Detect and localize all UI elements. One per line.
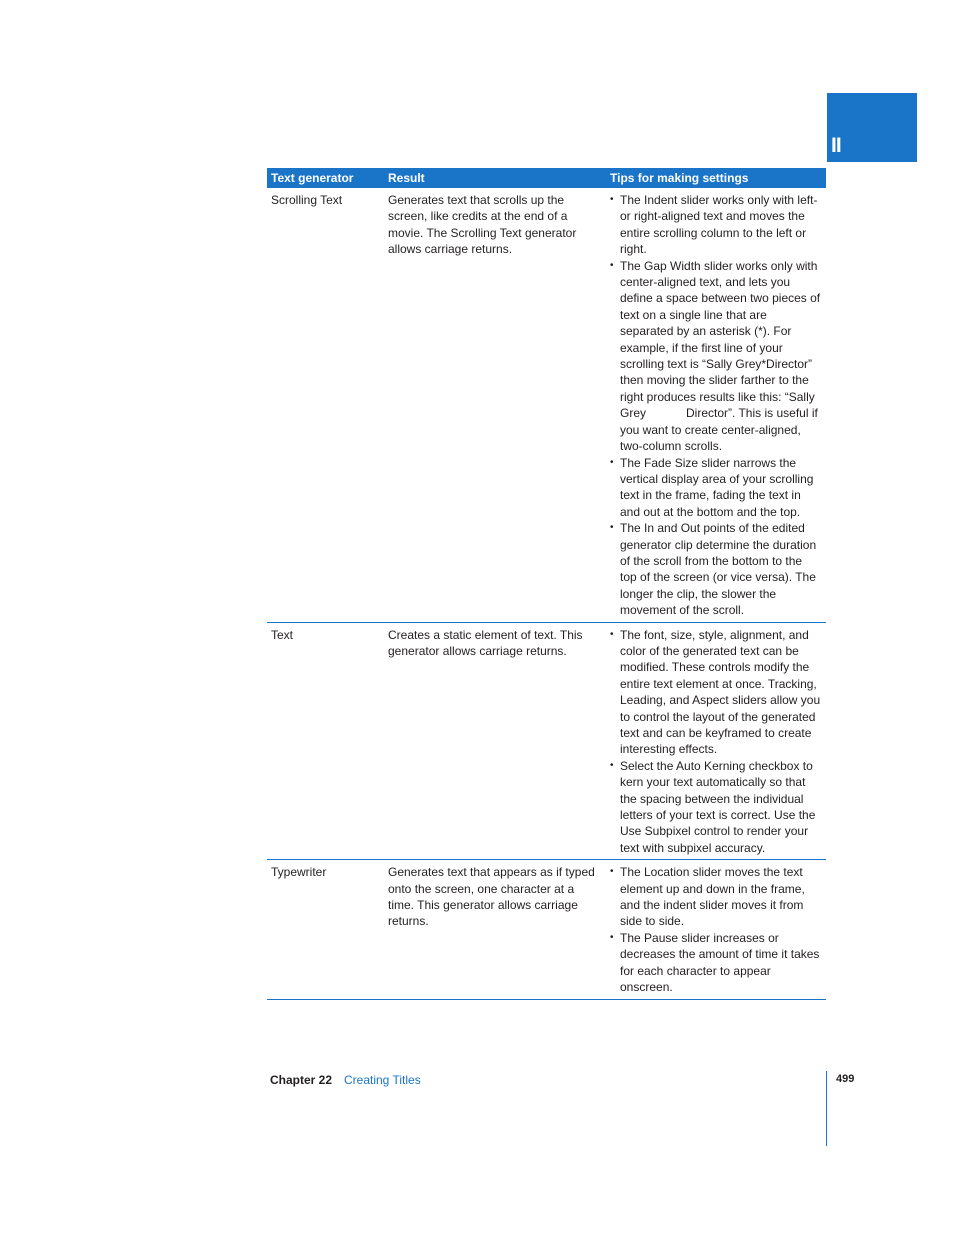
list-item: • The Pause slider increases or decreases the amount of time it takes for each character to appear onscreen. bbox=[620, 930, 822, 996]
list-item: • The Gap Width slider works only with center-aligned text, and lets you define a space between two pieces of text on a single line that are separated by an asterisk (*). For example, if the first line of your scrolling text is “Sally Grey*Director” then moving the slider farther to the right produces results like this: “Sally Grey Director”. This is useful if you want to create center-aligned, two-column scrolls. bbox=[620, 258, 822, 455]
generator-result: Generates text that appears as if typed onto the screen, one character at a time. This generator allows carriage returns. bbox=[384, 860, 606, 999]
page-number: 499 bbox=[836, 1073, 855, 1085]
generator-name: Scrolling Text bbox=[267, 188, 384, 622]
list-item: • Select the Auto Kerning checkbox to kern your text automatically so that the spacing between the individual letters of your text is correct. Use the Use Subpixel control to render your text with subpixel accuracy. bbox=[620, 758, 822, 856]
generator-tips bbox=[606, 860, 826, 999]
list-item: • The font, size, style, alignment, and color of the generated text can be modified. These controls modify the entire text element at once. Tracking, Leading, and Aspect sliders allow you to control the layout of the generated text and can be keyframed to create interesting effects. bbox=[620, 627, 822, 758]
table-row bbox=[267, 622, 826, 860]
generator-table bbox=[267, 168, 826, 1000]
part-tab-label: II bbox=[831, 134, 841, 157]
footer-chapter-title[interactable]: Creating Titles bbox=[344, 1073, 421, 1087]
footer-chapter-label: Chapter 22 bbox=[270, 1073, 333, 1087]
generator-tips bbox=[606, 622, 826, 860]
header-tips: Tips for making settings bbox=[606, 168, 826, 188]
list-item: • The Indent slider works only with left- or right-aligned text and moves the entire scrolling column to the left or right. bbox=[620, 192, 822, 258]
list-item: • The Location slider moves the text element up and down in the frame, and the indent slider moves it from side to side. bbox=[620, 864, 822, 930]
generator-name: Text bbox=[267, 622, 384, 860]
tips-list bbox=[610, 864, 822, 995]
table-row bbox=[267, 860, 826, 999]
list-item: • The Fade Size slider narrows the vertical display area of your scrolling text in the frame, fading the text in and out at the bottom and the top. bbox=[620, 455, 822, 521]
generator-tips bbox=[606, 188, 826, 622]
generator-name: Typewriter bbox=[267, 860, 384, 999]
header-result: Result bbox=[384, 168, 606, 188]
table-row bbox=[267, 188, 826, 622]
header-text-generator: Text generator bbox=[267, 168, 384, 188]
tips-list bbox=[610, 627, 822, 857]
generator-result: Generates text that scrolls up the screen, like credits at the end of a movie. The Scrolling Text generator allows carriage returns. bbox=[384, 188, 606, 622]
tips-list bbox=[610, 192, 822, 619]
table-header-row bbox=[267, 168, 826, 188]
part-tab bbox=[827, 93, 917, 162]
generator-result: Creates a static element of text. This generator allows carriage returns. bbox=[384, 622, 606, 860]
list-item: • The In and Out points of the edited generator clip determine the duration of the scroll from the bottom to the top of the screen (or vice versa). The longer the clip, the slower the movement of the scroll. bbox=[620, 520, 822, 618]
footer-divider bbox=[826, 1071, 827, 1146]
